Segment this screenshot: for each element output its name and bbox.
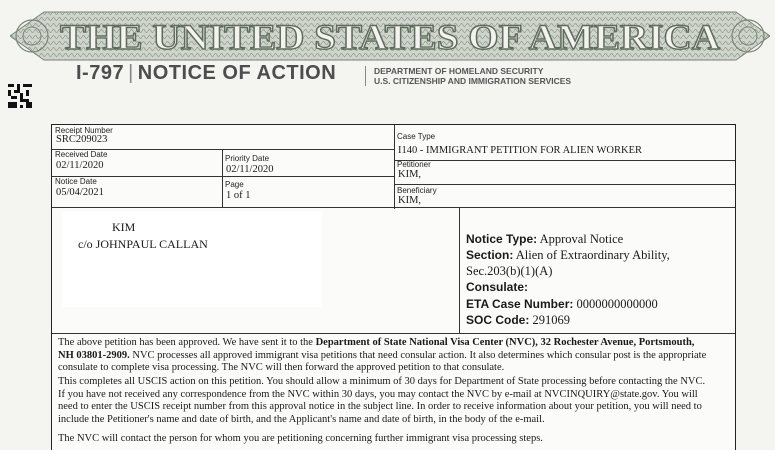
priority-date-cell	[222, 149, 394, 176]
eta-value: 0000000000000	[576, 297, 658, 311]
notice-date: 05/04/2021	[56, 187, 104, 198]
p1-text-a: The above petition has been approved. We have sent it to the	[58, 337, 316, 348]
addressee-care-of: c/o JOHNPAUL CALLAN	[78, 237, 208, 251]
notice-type	[466, 232, 623, 247]
notice-type-label: Notice Type:	[466, 232, 538, 246]
page-label: Page	[225, 180, 244, 189]
barcode-icon	[8, 84, 32, 108]
p2-line-1: This completes all USCIS action on this petition. You should allow a minimum of 30 days for Department of State processing before contacting the NVC.	[58, 376, 706, 387]
p2-line-2: If you have not received any correspondence from the NVC within 30 days, you may contact the NVC by e-mail at NVCINQUIRY@state.gov. You will	[58, 388, 698, 400]
nvc-zip: NH 03801-2909.	[58, 349, 130, 361]
petitioner-cell	[394, 160, 735, 184]
notice-date-label: Notice Date	[55, 177, 97, 186]
form-heading: I-797 | NOTICE OF ACTION	[76, 62, 337, 84]
paragraph-3	[58, 433, 728, 446]
banner-title: THE UNITED STATES OF AMERICA	[60, 17, 720, 57]
soc-value: 291069	[532, 313, 570, 327]
redaction-box	[62, 211, 322, 307]
section-label: Section:	[466, 248, 514, 262]
petitioner-label: Petitioner	[397, 160, 431, 169]
soc-label: SOC Code:	[466, 313, 530, 327]
section-value-1: Alien of Extraordinary Ability,	[515, 248, 670, 262]
p1-text-b: NVC processes all approved immigrant visa petitions that need consular action. It also determines which consular post is the appropriate	[129, 349, 707, 361]
case-type-label: Case Type	[397, 132, 436, 141]
section	[466, 248, 670, 263]
paragraph-2	[58, 376, 728, 426]
received-date: 02/11/2020	[56, 160, 104, 171]
section-value-2: Sec.203(b)(1)(A)	[466, 264, 553, 278]
p2-line-3: need to enter the USCIS receipt number from this approval notice in the subject line. In order to receive information about your petition, you will need to	[58, 401, 702, 413]
received-date-label: Received Date	[55, 150, 108, 159]
case-type-cell	[394, 125, 735, 160]
case-type: I140 - IMMIGRANT PETITION FOR ALIEN WORKER	[398, 145, 643, 156]
notice-type-value: Approval Notice	[539, 232, 624, 246]
receipt-number-label: Receipt Number	[55, 126, 113, 135]
received-date-cell	[52, 149, 222, 176]
page-count: 1 of 1	[226, 190, 251, 201]
receipt-number-cell	[52, 125, 394, 149]
nvc-address: Department of State National Visa Center (NVC), 32 Rochester Avenue, Portsmouth,	[315, 337, 695, 348]
p3-line-1: The NVC will contact the person for whom you are petitioning concerning further immigrant visa processing steps.	[58, 433, 543, 444]
eta-case-number	[466, 297, 658, 312]
agency-line-2: U.S. CITIZENSHIP AND IMMIGRATION SERVICES	[374, 76, 572, 86]
agency-block	[365, 66, 571, 86]
agency-line-1: DEPARTMENT OF HOMELAND SECURITY	[374, 66, 544, 76]
beneficiary: KIM,	[398, 195, 422, 206]
p1-text-c: consulate to complete visa processing. The NVC will then forward the approved petition to that consulate.	[58, 362, 505, 374]
notice-form	[51, 124, 736, 450]
soc-code	[466, 313, 570, 328]
priority-date: 02/11/2020	[226, 164, 274, 175]
beneficiary-label: Beneficiary	[397, 186, 437, 195]
us-banner	[10, 10, 770, 62]
page-cell	[222, 176, 394, 207]
addressee-name: KIM	[112, 220, 136, 234]
form-title: NOTICE OF ACTION	[137, 62, 337, 84]
notice-date-cell	[52, 176, 222, 207]
priority-date-label: Priority Date	[225, 154, 270, 163]
beneficiary-cell	[394, 184, 735, 207]
receipt-number: SRC209023	[56, 134, 108, 145]
petitioner: KIM,	[398, 169, 422, 180]
p2-line-4: include the Petitioner's name and date of birth, and the Applicant's name and date of birth, in the body of the e-mail.	[58, 413, 545, 425]
consulate	[466, 280, 528, 295]
paragraph-1	[58, 337, 728, 375]
form-number: I-797	[76, 62, 125, 84]
eta-label: ETA Case Number:	[466, 297, 574, 311]
consulate-label: Consulate:	[466, 280, 529, 294]
